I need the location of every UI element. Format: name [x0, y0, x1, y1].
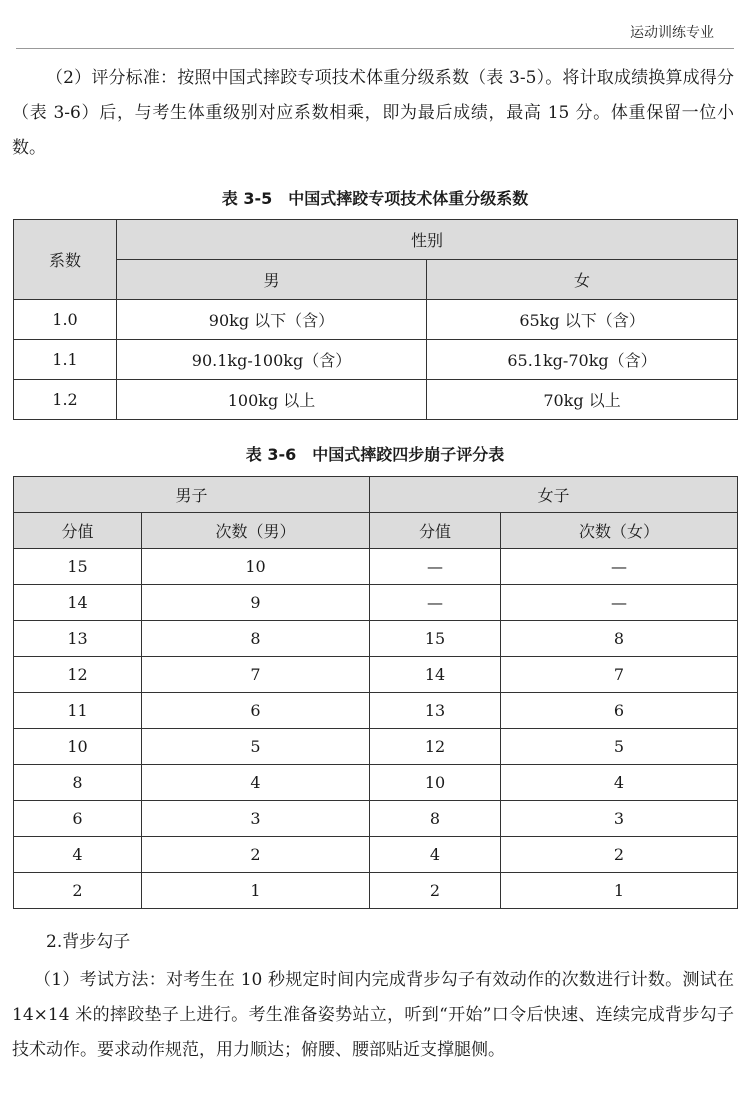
male-header: 男 [117, 260, 427, 300]
female-weight-cell: 70kg 以上 [427, 380, 738, 420]
male-score-header: 分值 [14, 513, 142, 549]
female-score-cell: — [370, 585, 501, 621]
female-count-cell: — [501, 585, 738, 621]
male-score-cell: 6 [14, 801, 142, 837]
score-table [13, 476, 738, 909]
table-row [14, 549, 738, 585]
female-score-cell: 2 [370, 873, 501, 909]
table-row [14, 657, 738, 693]
male-group-header: 男子 [14, 477, 370, 513]
male-score-cell: 15 [14, 549, 142, 585]
male-score-cell: 2 [14, 873, 142, 909]
male-count-cell: 5 [142, 729, 370, 765]
male-count-cell: 6 [142, 693, 370, 729]
table-row [14, 765, 738, 801]
male-score-cell: 4 [14, 837, 142, 873]
coef-cell: 1.1 [14, 340, 117, 380]
male-count-cell: 2 [142, 837, 370, 873]
table-row [14, 693, 738, 729]
male-weight-cell: 100kg 以上 [117, 380, 427, 420]
female-weight-cell: 65kg 以下（含） [427, 300, 738, 340]
male-score-cell: 11 [14, 693, 142, 729]
male-score-cell: 10 [14, 729, 142, 765]
table-row [14, 873, 738, 909]
paragraph-test-method: （1）考试方法：对考生在 10 秒规定时间内完成背步勾子有效动作的次数进行计数。测试在 14×14 米的摔跤垫子上进行。考生准备姿势站立，听到“开始”口令后快速、连续完成背步勾子技术动作。要求动作规范，用力顺达；俯腰、腰部贴近支撑腿侧。 [12, 970, 734, 1060]
coef-cell: 1.0 [14, 300, 117, 340]
table-row [14, 837, 738, 873]
coef-header: 系数 [14, 220, 117, 300]
table-row [14, 300, 738, 340]
male-count-cell: 4 [142, 765, 370, 801]
female-count-cell: 3 [501, 801, 738, 837]
male-count-cell: 8 [142, 621, 370, 657]
female-score-cell: 15 [370, 621, 501, 657]
male-count-cell: 7 [142, 657, 370, 693]
female-count-header: 次数（女） [501, 513, 738, 549]
female-score-cell: 14 [370, 657, 501, 693]
female-weight-cell: 65.1kg-70kg（含） [427, 340, 738, 380]
female-score-cell: — [370, 549, 501, 585]
male-count-header: 次数（男） [142, 513, 370, 549]
male-count-cell: 10 [142, 549, 370, 585]
male-score-cell: 13 [14, 621, 142, 657]
female-score-header: 分值 [370, 513, 501, 549]
female-score-cell: 4 [370, 837, 501, 873]
male-score-cell: 14 [14, 585, 142, 621]
female-score-cell: 13 [370, 693, 501, 729]
female-count-cell: 2 [501, 837, 738, 873]
gender-header: 性别 [117, 220, 738, 260]
female-group-header: 女子 [370, 477, 738, 513]
male-weight-cell: 90kg 以下（含） [117, 300, 427, 340]
female-count-cell: 6 [501, 693, 738, 729]
male-score-cell: 12 [14, 657, 142, 693]
table-3-6-caption: 表 3-6 中国式摔跤四步崩子评分表 [245, 445, 505, 464]
table-row [14, 729, 738, 765]
male-weight-cell: 90.1kg-100kg（含） [117, 340, 427, 380]
table-row [14, 340, 738, 380]
male-score-cell: 8 [14, 765, 142, 801]
coef-cell: 1.2 [14, 380, 117, 420]
section-heading-back-step-hook: 2.背步勾子 [46, 932, 131, 952]
table-row [14, 380, 738, 420]
page-header: 运动训练专业 [630, 25, 714, 41]
table-row [14, 621, 738, 657]
table-row [14, 585, 738, 621]
paragraph-scoring-standard: （2）评分标准：按照中国式摔跤专项技术体重分级系数（表 3-5）。将计取成绩换算成得分（表 3-6）后，与考生体重级别对应系数相乘，即为最后成绩，最高 15 分。体重保留一位小数。 [12, 68, 734, 158]
female-count-cell: 4 [501, 765, 738, 801]
male-count-cell: 9 [142, 585, 370, 621]
female-score-cell: 12 [370, 729, 501, 765]
weight-coefficient-table [13, 219, 738, 420]
female-count-cell: 7 [501, 657, 738, 693]
female-count-cell: 8 [501, 621, 738, 657]
female-count-cell: 5 [501, 729, 738, 765]
male-count-cell: 1 [142, 873, 370, 909]
table-3-5-caption: 表 3-5 中国式摔跤专项技术体重分级系数 [221, 189, 529, 208]
female-count-cell: — [501, 549, 738, 585]
female-score-cell: 8 [370, 801, 501, 837]
header-rule [16, 48, 734, 49]
female-count-cell: 1 [501, 873, 738, 909]
female-score-cell: 10 [370, 765, 501, 801]
male-count-cell: 3 [142, 801, 370, 837]
female-header: 女 [427, 260, 738, 300]
table-row [14, 801, 738, 837]
